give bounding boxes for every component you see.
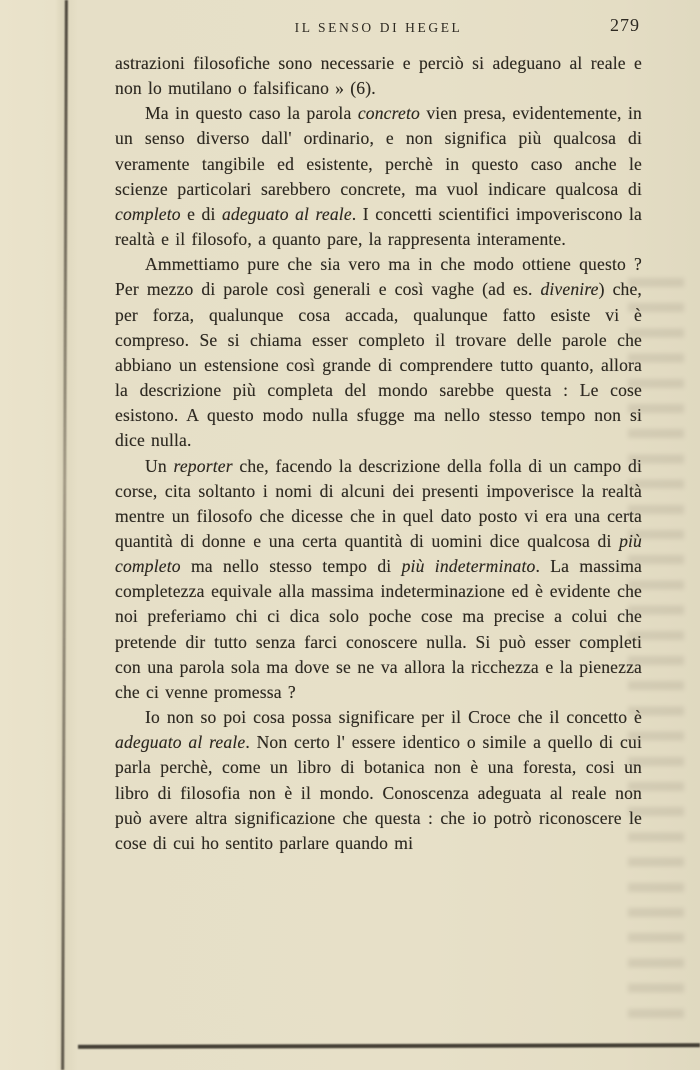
header-title: IL SENSO DI HEGEL (294, 20, 463, 35)
italic-run: divenire (540, 279, 599, 300)
italic-run: più indeterminato (401, 556, 536, 577)
text-run: Un (145, 455, 174, 476)
text-run: . La massima completezza equivale alla massima indeterminazione ed è evidente che noi preferiamo chi ci dica solo poche cose ma precise a colui che pretende dir tutto senza farci conoscere nulla. Si può esser completi con una parola sola ma dove se ne va allora la ricchezza e la pienezza che ci venne promessa ? (115, 556, 642, 702)
page-crease-shadow (61, 0, 68, 1070)
page-number: 279 (610, 15, 640, 35)
paragraph (115, 252, 642, 453)
paragraph (115, 51, 642, 101)
text-run: Ma in questo caso la parola (145, 103, 358, 124)
running-header (115, 17, 642, 41)
text-run: ) che, per forza, qualunque cosa accada, qualunque fatto esiste vi è compreso. Se si chiama esser completo il trovare delle parole che abbiano un estensione così grande di comprendere tutto quanto, allora la descrizione più completa del mondo sarebbe questa : Le cose esistono. A questo modo nulla sfugge ma nello stesso tempo non si dice nulla. (115, 279, 642, 451)
italic-run: adeguato al reale (115, 732, 246, 753)
text-run: ma nello stesso tempo di (180, 556, 402, 577)
text-run: . I concetti scientifici impoveriscono la realtà e il filosofo, a quanto pare, la rappresenta interamente. (115, 203, 642, 250)
italic-run: concreto (357, 103, 420, 124)
text-block (115, 51, 642, 856)
paragraph (115, 101, 642, 252)
page-bottom-edge-shadow (78, 1043, 700, 1049)
text-run: Ammettiamo pure che sia vero ma in che modo ottiene questo ? Per mezzo di parole così generali e così vaghe (ad es. (115, 254, 642, 300)
paragraph (115, 454, 642, 706)
text-run: . Non certo l' essere identico o simile a quello di cui parla perchè, come un libro di botanica non è una foresta, cosi un libro di filosofia non è il mondo. Conoscenza adeguata al reale non può avere altra significazione che questa : che io potrò riconoscere le cose di cui ho sentito parlare quando mi (115, 732, 642, 853)
italic-run: reporter (173, 455, 233, 476)
italic-run: completo (115, 203, 181, 224)
text-run: astrazioni filosofiche sono necessarie e perciò si adeguano al reale e non lo mutilano o falsificano » (6). (115, 53, 642, 99)
paragraph (115, 705, 642, 856)
text-run: Io non so poi cosa possa significare per il Croce che il concetto è (145, 707, 642, 728)
italic-run: adeguato al reale (221, 203, 352, 224)
text-run: e di (180, 203, 222, 224)
italic-run: più completo (115, 530, 642, 577)
text-run: che, facendo la descrizione della folla di un campo di corse, cita soltanto i nomi di alcuni dei presenti impoverisce la realtà mentre un filosofo che dicesse che in quel dato posto vi era una certa quantità di donne e una certa quantità di uomini dice qualcosa di (115, 455, 642, 551)
text-run: vien presa, evidentemente, in un senso diverso dall' ordinario, e non significa più qualcosa di veramente tangibile ed esistente, perchè in questo caso anche le scienze particolari sarebbero concrete, ma vuol indicare qualcosa di (115, 103, 642, 199)
